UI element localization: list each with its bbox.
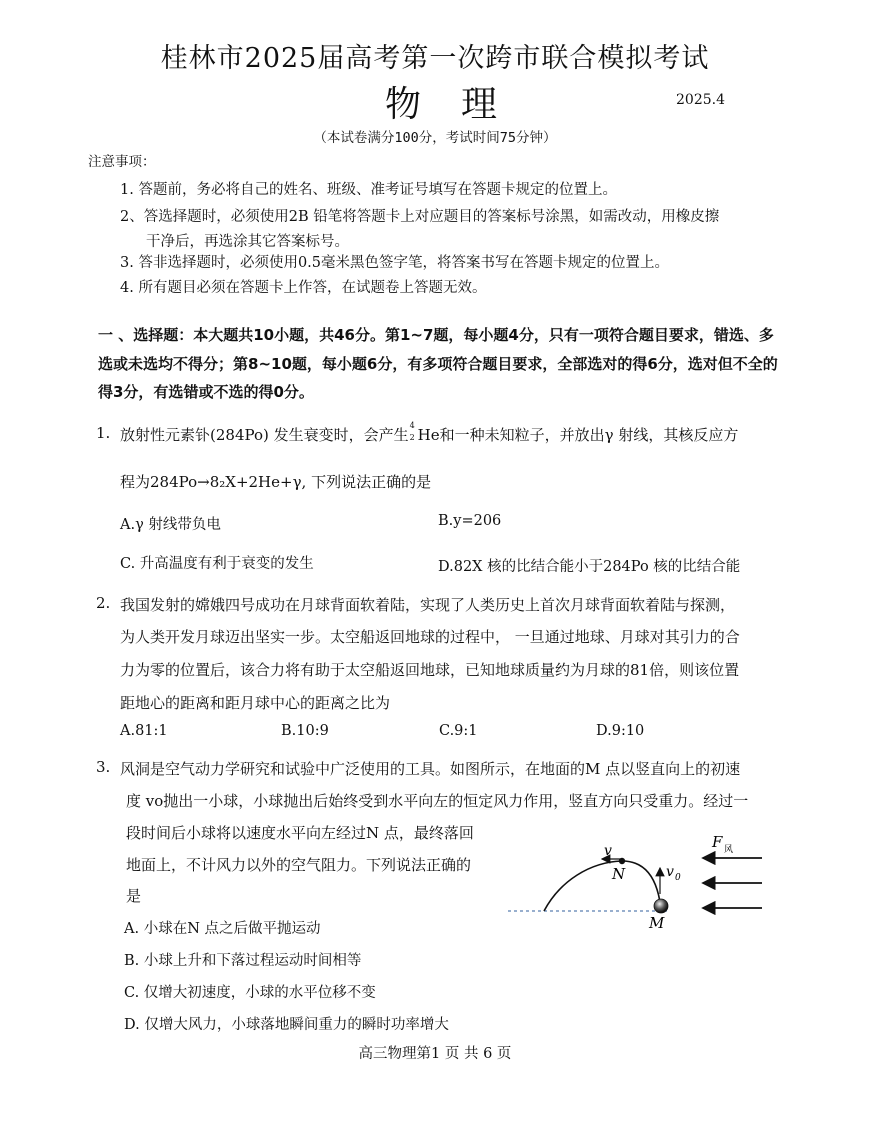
- trajectory-curve: [544, 861, 660, 911]
- question-text: 是: [126, 887, 142, 905]
- option-b: B.10:9: [281, 723, 329, 739]
- label-v: v: [604, 843, 612, 859]
- exam-note: （本试卷满分100分，考试时间75分钟）: [313, 130, 557, 146]
- option-c: C. 仅增大初速度，小球的水平位移不变: [124, 985, 376, 1001]
- caution-item: 1. 答题前，务必将自己的姓名、班级、准考证号填写在答题卡规定的位置上。: [120, 182, 617, 198]
- option-b: B.y=206: [438, 513, 502, 529]
- question-text: 程为284Po→8₂X+2He+γ, 下列说法正确的是: [120, 473, 432, 491]
- caution-item-text: 2、答选择题时，必须使用2B 铅笔将答题卡上对应题目的答案标号涂黑，如需改动，用橡皮擦: [120, 209, 720, 225]
- page-footer: 高三物理第1 页 共 6 页: [358, 1046, 512, 1062]
- option-d: D.82X 核的比结合能小于284Po 核的比结合能: [438, 559, 741, 575]
- option-a: A. 小球在N 点之后做平抛运动: [124, 921, 321, 937]
- caution-item: [120, 205, 719, 251]
- question-text: 风洞是空气动力学研究和试验中广泛使用的工具。如图所示，在地面的M 点以竖直向上的初速: [120, 760, 741, 778]
- isotope-notation: [409, 421, 418, 442]
- caution-item: 4. 所有题目必须在答题卡上作答，在试题卷上答题无效。: [120, 280, 487, 296]
- question-text: [120, 421, 739, 445]
- label-v0-subscript: 0: [675, 873, 681, 883]
- label-m: M: [649, 914, 665, 932]
- caution-item-continuation: 干净后，再选涂其它答案标号。: [146, 234, 349, 250]
- question-number: 1.: [96, 424, 111, 442]
- question-text: 为人类开发月球迈出坚实一步。太空船返回地球的过程中， 一旦通过地球、月球对其引力的合: [120, 628, 740, 646]
- option-b: B. 小球上升和下落过程运动时间相等: [124, 953, 362, 969]
- question-number: 2.: [96, 594, 111, 612]
- option-c: C. 升高温度有利于衰变的发生: [120, 556, 314, 572]
- question-text: 度 vo抛出一小球，小球抛出后始终受到水平向左的恒定风力作用，竖直方向只受重力。经过一: [126, 792, 749, 810]
- option-a: A.γ 射线带负电: [120, 517, 221, 533]
- exam-date: 2025.4: [676, 92, 725, 108]
- question-text: 距地心的距离和距月球中心的距离之比为: [120, 694, 391, 712]
- label-f: F: [712, 833, 723, 851]
- ball-m: [654, 899, 668, 913]
- question-text: 我国发射的嫦娥四号成功在月球背面软着陆，实现了人类历史上首次月球背面软着陆与探测，: [120, 596, 736, 614]
- subject-title: 物理: [385, 84, 538, 125]
- atomic-number: 2: [409, 433, 415, 442]
- label-v0: v: [666, 864, 674, 880]
- question-text: 力为零的位置后，该合力将有助于太空船返回地球，已知地球质量约为月球的81倍，则该位置: [120, 661, 740, 679]
- label-f-subscript: 风: [724, 845, 734, 855]
- question-text-part: He和一种未知粒子，并放出γ 射线，其核反应方: [417, 426, 739, 444]
- option-c: C.9:1: [439, 723, 478, 739]
- caution-item: 3. 答非选择题时，必须使用0.5毫米黑色签字笔，将答案书写在答题卡规定的位置上。: [120, 255, 670, 271]
- section-heading: 一 、选择题：本大题共10小题，共46分。第1~7题，每小题4分，只有一项符合题目要求，错选、多选或未选均不得分；第8~10题，每小题6分，有多项符合题目要求，全部选对的得6分，选对但不全的得3分，有选错或不选的得0分。: [98, 326, 778, 401]
- label-n: N: [612, 865, 626, 883]
- option-d: D. 仅增大风力，小球落地瞬间重力的瞬时功率增大: [124, 1017, 449, 1033]
- option-a: A.81:1: [120, 723, 168, 739]
- question-text: 段时间后小球将以速度水平向左经过N 点，最终落回: [126, 824, 474, 842]
- question-number: 3.: [96, 758, 111, 776]
- wind-tunnel-figure: [500, 826, 770, 936]
- exam-title: 桂林市2025届高考第一次跨市联合模拟考试: [160, 43, 710, 74]
- mass-number: 4: [409, 421, 415, 430]
- question-text-part: 放射性元素钋(284Po) 发生衰变时，会产生: [120, 426, 409, 444]
- cautions-title: 注意事项：: [88, 154, 156, 170]
- question-text: 地面上，不计风力以外的空气阻力。下列说法正确的: [126, 856, 472, 874]
- option-d: D.9:10: [596, 723, 645, 739]
